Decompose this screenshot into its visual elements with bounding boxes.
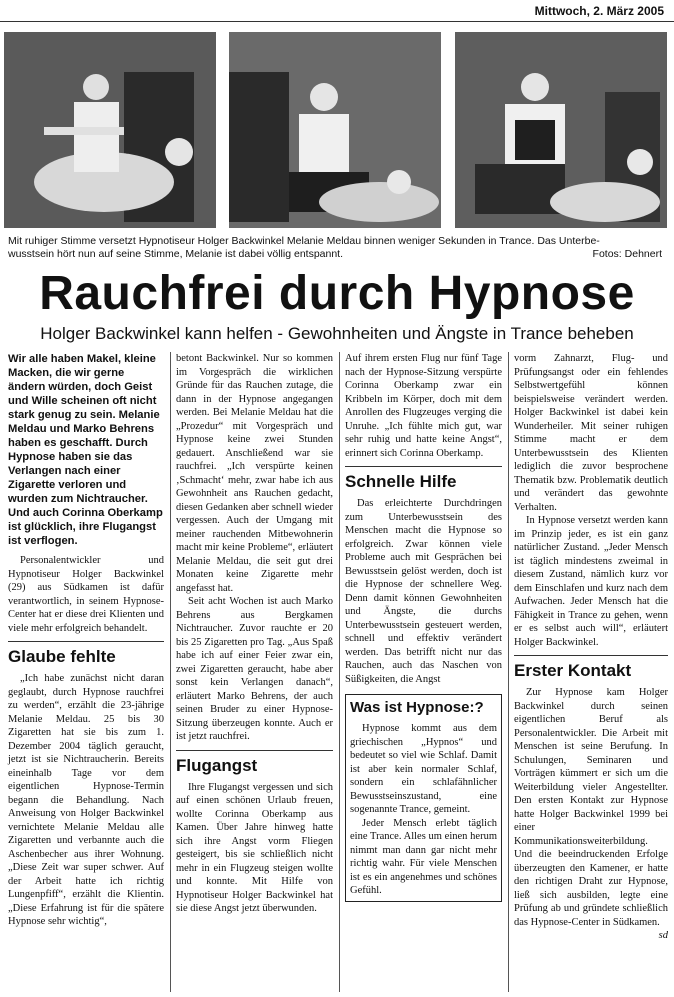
paragraph: Ihre Flugangst vergessen und sich auf einen schönen Urlaub freuen, wollte Corinna Oberkamp aus Kamen. Über Jahre hinweg hatte sich ihre Angst vorm Fliegen gesteigert, bis sie schließlich nicht mehr in ein Flugzeug steigen wollte und konnte. Mit Hilfe von Hypnotiseur Holger Backwinkel hat sie diese Angst jetzt überwunden. xyxy=(176,781,333,914)
column-divider-3 xyxy=(508,352,509,992)
publication-date: Mittwoch, 2. März 2005 xyxy=(534,4,664,18)
column-2 xyxy=(176,352,333,916)
section-heading-glaube-fehlte: Glaube fehlte xyxy=(8,641,164,668)
photo-1-image xyxy=(4,32,216,228)
photo-2 xyxy=(229,32,441,228)
column-3 xyxy=(345,352,502,902)
photo-3 xyxy=(455,32,667,228)
caption-line-2: wusstsein hört nun auf seine Stimme, Melanie ist dabei völlig entspannt. xyxy=(8,248,344,260)
top-rule xyxy=(0,21,674,22)
photo-credit: Fotos: Dehnert xyxy=(592,248,662,260)
paragraph: betont Backwinkel. Nur so kommen im Vorgespräch die wirklichen Gründe für das Rauchen zutage, die dann in der Hypnose angegangen werden. Bei Melanie Meldau hat die „Prozedur“ mit Vorgespräch und Hypnose keine zwei Stunden gedauert. Anschließend war sie rauchfrei. „Ich verspürte keinen ‚Schmacht‘ mehr, zwar habe ich aus Gewohnheit ans Rauchen gedacht, diesen Gedanken aber schnell wieder vergessen. Auch der Umgang mit meiner rauchenden Mitbewohnerin macht mir keine Probleme“, erläutert Melanie Meldau, die seit gut drei Monaten keine Zigarette mehr angefasst hat. xyxy=(176,353,333,594)
caption-line-1: Mit ruhiger Stimme versetzt Hypnotiseur Holger Backwinkel Melanie Meldau binnen weniger Sekunden in Trance. Das Unterbe- xyxy=(8,235,600,247)
info-box-paragraph: Jeder Mensch erlebt täglich eine Trance. Alles um einen herum nimmt man dann gar nicht mehr richtig wahr. Für viele Menschen ist es ein angenehmes und schönes Gefühl. xyxy=(350,817,497,896)
info-box xyxy=(345,694,502,902)
photo-3-image xyxy=(455,32,667,228)
paragraph: Auf ihrem ersten Flug nur fünf Tage nach der Hypnose-Sitzung verspürte Corinna Oberkamp zwar ein Kribbeln im Körper, doch mit dem Anrollen des Flugzeuges verging die Unruhe. „Ich fühlte mich gut, war sehr ruhig und hatte keine Angst“, erinnert sich Corinna Oberkamp. xyxy=(345,353,502,459)
column-divider-1 xyxy=(170,352,171,992)
paragraph: „Ich habe zunächst nicht daran geglaubt, durch Hypnose rauchfrei zu werden“, erzählt die 23-jährige Melanie Meldau. 25 bis 30 Zigaretten hat sie bis zum 1. Dezember 2004 täglich geraucht, jetzt ist sie Nichtraucherin. Bereits eineinhalb Tage vor dem eigentlichen Hypnose-Termin begann die Behandlung. Nach Anweisung von Holger Backwinkel vernichtete Melanie Meldau alle Zigaretten und verbannte auch die Aschenbecher aus ihrer Wohnung. „Diese Zeit war super schwer. Auf der Arbeit hatte ich richtig Lungenpfiff“, erzählt die Klientin. „Diese Erfahrung ist für die spätere Hypnose sehr wichtig“, xyxy=(8,673,164,927)
column-1 xyxy=(8,352,164,929)
subheadline: Holger Backwinkel kann helfen - Gewohnheiten und Ängste in Trance beheben xyxy=(40,324,634,343)
info-box-title: Was ist Hypnose:? xyxy=(350,699,484,716)
column-divider-2 xyxy=(339,352,340,992)
paragraph: vorm Zahnarzt, Flug- und Prüfungsangst oder ein fehlendes Selbstwertgefühl können beispielsweise verändert werden. Holger Backwinkel ist dabei kein Wunderheiler. Mit seiner ruhigen Stimme macht er dem Unterbewusstsein des Klienten lediglich die zuvor besprochene Thematik bzw. Problematik deutlich und verändert das gewohnte Verhalten. xyxy=(514,353,668,513)
paragraph: Personalentwickler und Hypnotiseur Holger Backwinkel (29) aus Südkamen ist dafür verantwortlich, in seinem Hypnose-Center hat er diese drei Klienten und viele mehr erfolgreich behandelt. xyxy=(8,555,164,634)
paragraph: Seit acht Wochen ist auch Marko Behrens aus Bergkamen Nichtraucher. Zuvor rauchte er 20 bis 25 Zigaretten pro Tag. „Aus Spaß habe ich auf einer Feier zwar ein, zwei Zigaretten geraucht, habe aber sonst kein Verlangen danach“, erläutert Marko Behrens, der auch seinen Bruder zu einer Hypnose-Sitzung überzeugen konnte. Auch er ist jetzt rauchfrei. xyxy=(176,596,333,742)
headline: Rauchfrei durch Hypnose xyxy=(39,267,635,320)
photo-caption xyxy=(8,235,662,261)
section-heading-schnelle-hilfe: Schnelle Hilfe xyxy=(345,466,502,493)
section-heading-erster-kontakt: Erster Kontakt xyxy=(514,655,668,682)
photo-2-image xyxy=(229,32,441,228)
photo-1 xyxy=(4,32,216,228)
lead-paragraph: Wir alle haben Makel, kleine Macken, die wir gerne ändern würden, doch Geist und Wille scheinen oft nicht stark genug zu sein. Melanie Meldau und Marko Behrens haben es geschafft. Durch Hypnose haben sie das Verlangen nach einer Zigarette verloren und wurden zum Nichtraucher. Und auch Corinna Oberkamp ist glücklich, ihre Flugangst ist verflogen. xyxy=(8,353,163,547)
info-box-paragraph: Hypnose kommt aus dem griechischen „Hypnos“ und bedeutet so viel wie Schlaf. Damit ist aber kein normaler Schlaf, sondern ein schlafähnlicher Bewusstseinszustand, eine sogenannte Trance, gemeint. xyxy=(350,723,497,815)
paragraph: Zur Hypnose kam Holger Backwinkel durch seinen eigentlichen Beruf als Personalentwickler. Die Arbeit mit Menschen ist seine Berufung. In Schulungen, Seminaren und Vorträgen kümmert er sich um die Weiterbildung vieler Angestellter. Den ersten Kontakt zur Hypnose hatte Holger Backwinkel 1999 bei einer Kommunikationsweiterbildung. Und die beeindruckenden Erfolge überzeugten den Kamener, er hatte den richtigen Draht zur Hypnose, ließ sich ausbilden, legte eine Prüfung ab und gründete schließlich das Hypnose-Center in Südkamen. xyxy=(514,687,668,928)
paragraph: In Hypnose versetzt werden kann im Prinzip jeder, es ist ein ganz natürlicher Zustand. „Jeder Mensch ist täglich mindestens zweimal in diesem Zustand, nämlich kurz vor dem Einschlafen und kurz nach dem Aufwachen. Jeder Mensch hat die Fähigkeit in Trance zu gehen, wenn er es selbst auch will“, erläutert Holger Backwinkel. xyxy=(514,515,668,648)
section-heading-flugangst: Flugangst xyxy=(176,750,333,777)
column-4 xyxy=(514,352,668,943)
paragraph: Das erleichterte Durchdringen zum Unterbewusstsein des Menschen macht die Hypnose so erfolgreich. Zwar können viele Probleme auch mit Gesprächen bei Bewusstsein gelöst werden, doch ist die Hypnose der schnellere Weg. Denn damit können Gewohnheiten und Ängste, die durchs Unterbewusstsein gesteuert werden, schnell und effektiv verändert werden. Das betrifft nicht nur das Rauchen, auch das Naschen von Süßigkeiten, die Angst xyxy=(345,498,502,685)
author-signature: sd xyxy=(658,930,668,941)
